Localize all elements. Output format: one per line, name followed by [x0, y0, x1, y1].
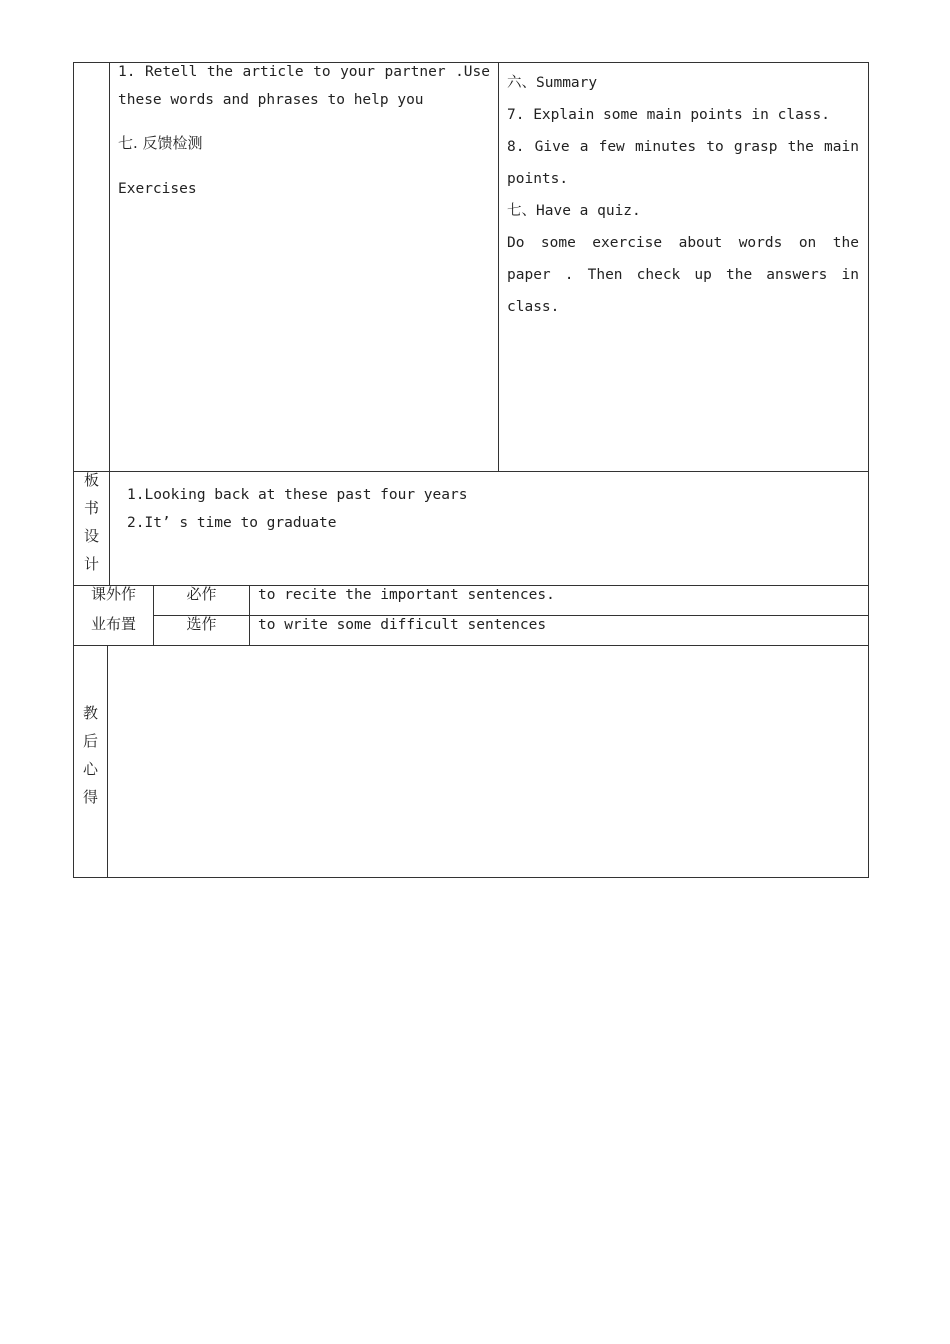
required-text: to recite the important sentences.	[258, 587, 555, 603]
summary-item-8: 8. Give a few minutes to grasp the main	[507, 139, 859, 155]
board-design-label: 板 书 设 计	[83, 471, 99, 573]
row-divider-board	[73, 471, 869, 472]
required-label: 必作	[186, 585, 217, 603]
board-design-line-2: 2.It’ s time to graduate	[127, 515, 337, 531]
row-divider-homework-inner	[153, 615, 869, 616]
quiz-line-2: paper . Then check up the answers in	[507, 267, 859, 283]
exercises-label: Exercises	[118, 181, 197, 197]
retell-instruction-line1: 1. Retell the article to your partner .Use	[118, 64, 490, 80]
summary-item-8-continued: points.	[507, 171, 569, 187]
reflection-content-area[interactable]	[108, 646, 868, 877]
quiz-heading: 七、Have a quiz.	[507, 203, 641, 219]
homework-label-line2: 业布置	[90, 615, 136, 633]
homework-type-divider	[249, 585, 250, 646]
summary-item-7: 7. Explain some main points in class.	[507, 107, 831, 123]
optional-text: to write some difficult sentences	[258, 617, 547, 633]
top-middle-divider	[498, 62, 499, 472]
optional-label: 选作	[186, 615, 217, 633]
summary-heading: 六、Summary	[507, 75, 598, 91]
quiz-line-3: class.	[507, 299, 560, 315]
quiz-line-1: Do some exercise about words on the	[507, 235, 859, 251]
retell-instruction-line2: these words and phrases to help you	[118, 92, 424, 108]
top-left-divider	[109, 62, 110, 472]
reflection-label: 教 后 心 得	[82, 704, 98, 806]
homework-label-line1: 课外作	[90, 585, 136, 603]
feedback-heading: 七. 反馈检测	[118, 134, 203, 152]
board-design-line-1: 1.Looking back at these past four years	[127, 487, 468, 503]
board-label-divider	[109, 471, 110, 586]
